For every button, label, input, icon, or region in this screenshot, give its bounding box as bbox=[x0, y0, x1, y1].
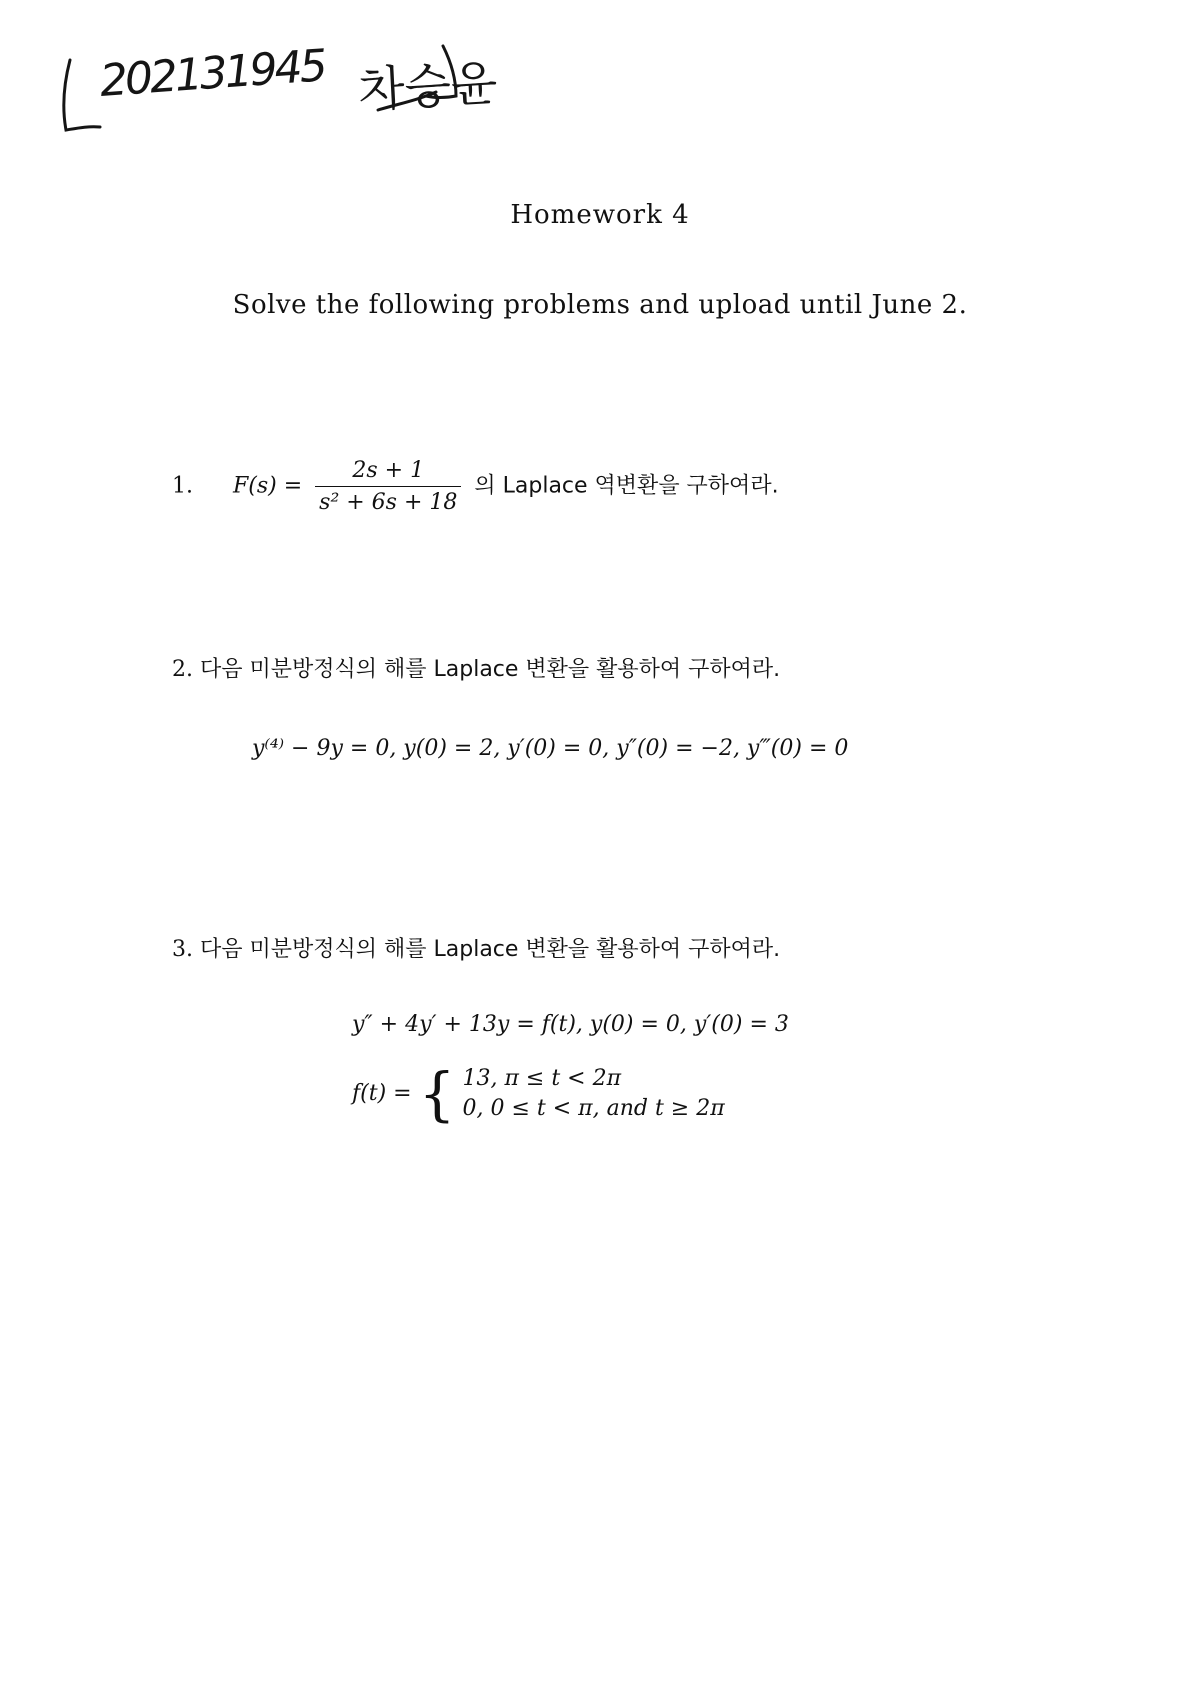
fraction-numerator: 2s + 1 bbox=[315, 458, 461, 487]
problem-number: 2. bbox=[172, 657, 193, 682]
problem-2-equation: y⁽⁴⁾ − 9y = 0, y(0) = 2, y′(0) = 0, y″(0) = −2, y‴(0) = 0 bbox=[252, 736, 849, 761]
problem-1 bbox=[172, 458, 779, 515]
problem-1-text: 의 Laplace 역변환을 구하여라. bbox=[474, 473, 779, 499]
piecewise-brace: { bbox=[418, 1060, 456, 1128]
problem-number: 3. bbox=[172, 937, 193, 962]
page-title: Homework 4 bbox=[510, 200, 690, 230]
piecewise-cases bbox=[462, 1064, 724, 1124]
problem-2-text: 다음 미분방정식의 해를 Laplace 변환을 활용하여 구하여라. bbox=[200, 657, 781, 682]
piecewise-lhs: f(t) = bbox=[352, 1081, 412, 1106]
student-id: 202131945 bbox=[98, 40, 327, 107]
page-subtitle: Solve the following problems and upload until June 2. bbox=[232, 290, 968, 320]
problem-3-piecewise bbox=[352, 1060, 725, 1128]
student-name: 차승윤 bbox=[356, 55, 499, 119]
piecewise-case-1: 13, π ≤ t < 2π bbox=[462, 1066, 622, 1091]
problem-3 bbox=[172, 932, 780, 963]
handwritten-header bbox=[58, 38, 518, 148]
problem-1-lhs: F(s) = bbox=[233, 473, 303, 499]
problem-1-fraction bbox=[315, 458, 461, 515]
problem-3-text: 다음 미분방정식의 해를 Laplace 변환을 활용하여 구하여라. bbox=[200, 937, 781, 962]
problem-3-equation: y″ + 4y′ + 13y = f(t), y(0) = 0, y′(0) = 3 bbox=[352, 1012, 789, 1037]
fraction-denominator: s² + 6s + 18 bbox=[319, 490, 458, 515]
piecewise-case-2: 0, 0 ≤ t < π, and t ≥ 2π bbox=[462, 1096, 725, 1121]
problem-2 bbox=[172, 652, 780, 683]
problem-number: 1. bbox=[172, 473, 193, 499]
